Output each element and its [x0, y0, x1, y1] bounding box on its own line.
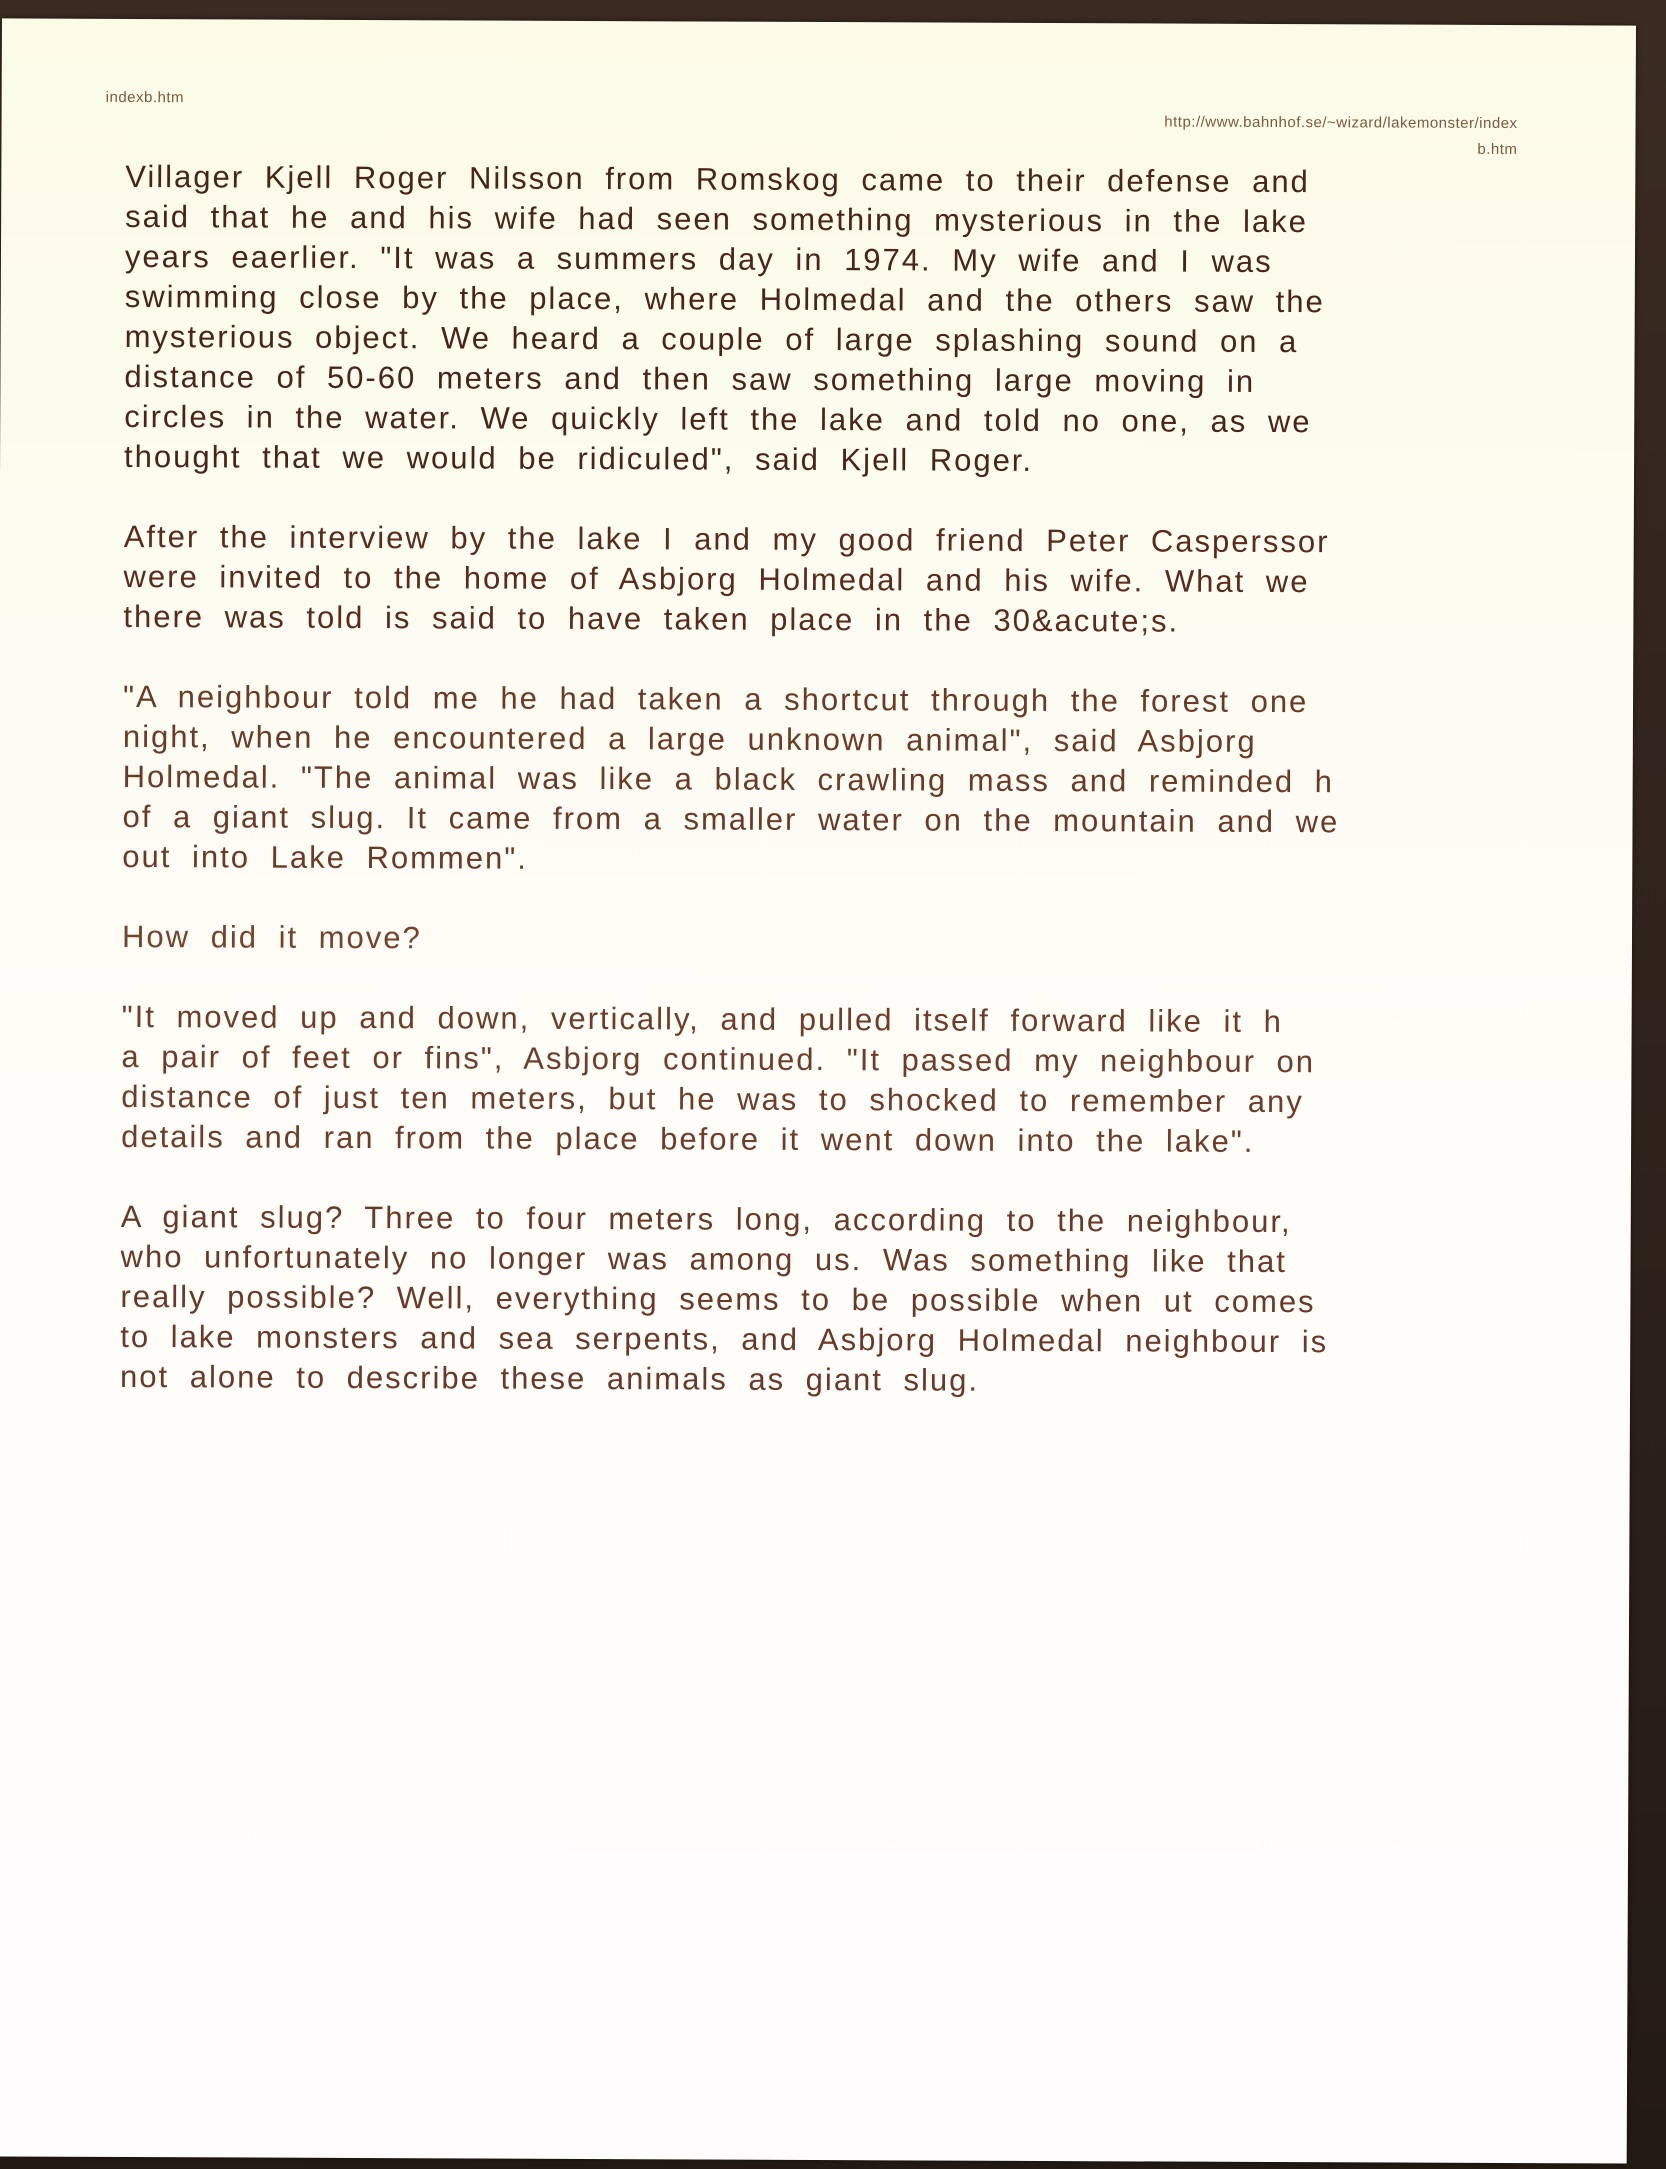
header-url-line-2: b.htm: [1477, 140, 1518, 159]
article-body: [120, 157, 1546, 1443]
paragraph-movement-description: "It moved up and down, vertically, and pulled itself forward like it h a pair of feet or fins", Asbjorg continued. "It passed my neighbour on distance of just ten meters, but he was to shocked to remember any details and ran from the place before it went down into the lake".: [121, 998, 1316, 1159]
paragraph-giant-slug: A giant slug? Three to four meters long, according to the neighbour, who unfortunately no longer was among us. Was something like that really possible? Well, everything seems to be possible when ut comes to lake monsters and sea serpents, and Asbjorg Holmedal neighbour is not alone to describe these animals as giant slug.: [120, 1198, 1329, 1398]
paragraph-nilsson-testimony: Villager Kjell Roger Nilsson from Romskog came to their defense and said that he and his wife had seen something mysterious in the lake years eaerlier. "It was a summers day in 1974. My wife and I was swimming close by the place, where Holmedal and the others saw the mysterious object. We heard a couple of large splashing sound on a distance of 50-60 meters and then saw something large moving in circles in the water. We quickly left the lake and told no one, as we thought that we would be ridiculed", said Kjell Roger.: [124, 158, 1325, 478]
printed-page: [0, 18, 1636, 2163]
paragraph-interview-visit: After the interview by the lake I and my good friend Peter Casperssor were invited to the home of Asbjorg Holmedal and his wife. What we there was told is said to have taken place in the 30&acute;s.: [123, 518, 1330, 639]
header-url: [997, 109, 1517, 163]
paragraph-question: How did it move?: [121, 918, 422, 956]
paragraph-neighbour-account: "A neighbour told me he had taken a shortcut through the forest one night, when he encountered a large unknown animal", said Asbjorg Holmedal. "The animal was like a black crawling mass and reminded h of a giant slug. It came from a smaller water on the mountain and we out into Lake Rommen".: [122, 678, 1340, 876]
header-filename: indexb.htm: [105, 88, 185, 107]
header-url-line-1: http://www.bahnhof.se/~wizard/lakemonster/index: [1164, 113, 1518, 133]
